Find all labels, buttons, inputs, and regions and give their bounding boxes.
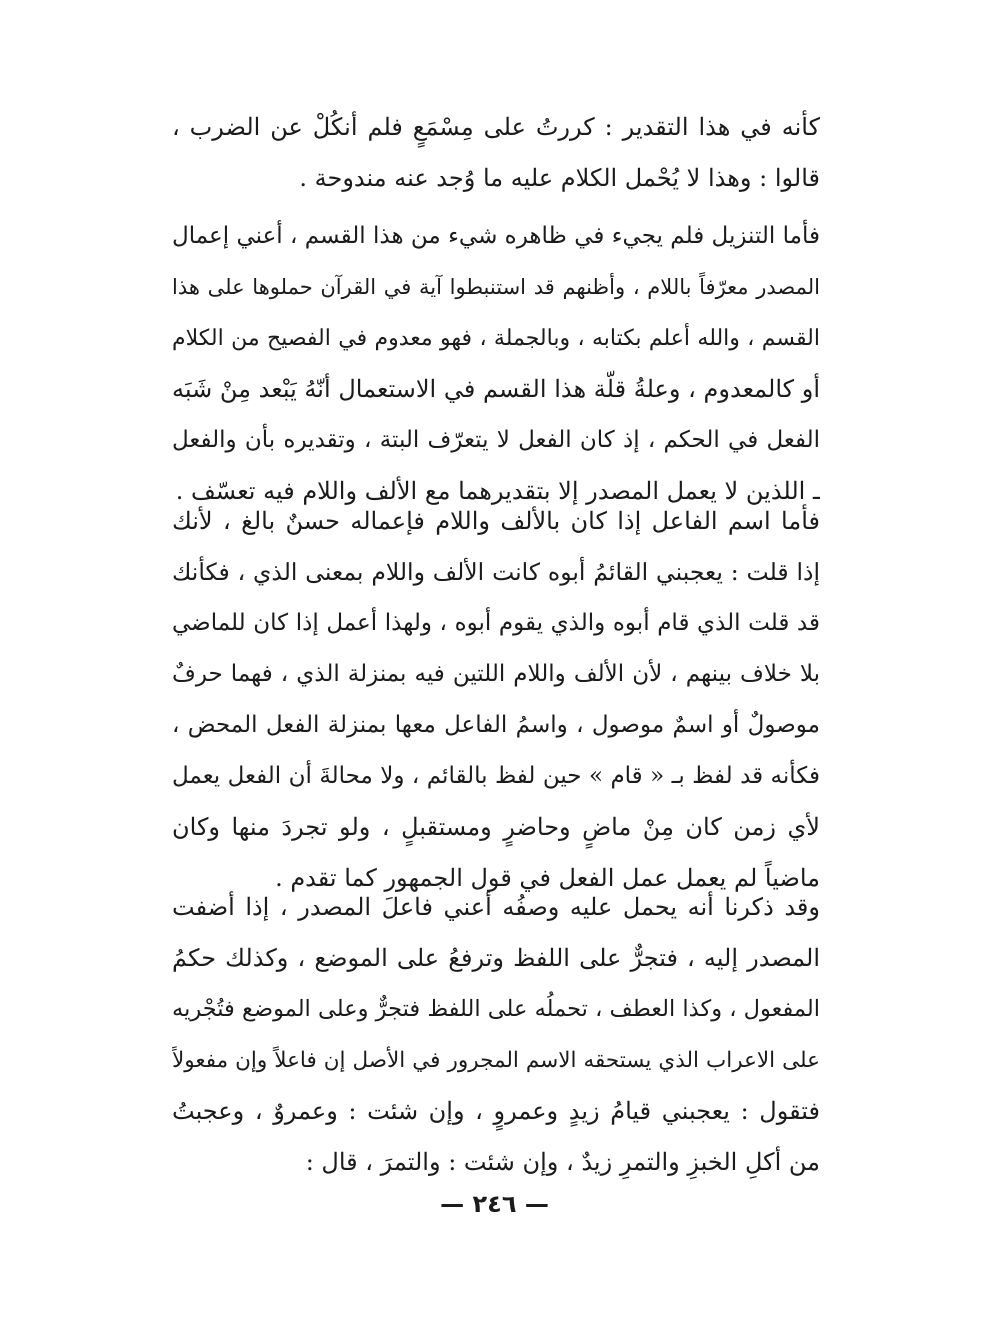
text-line: المصدر معرّفاً باللام ، وأظنهم قد استنبطوا آية في القرآن حملوها على هذا — [172, 275, 820, 299]
text-line: فأما اسم الفاعل إذا كان بالألف واللام فإعماله حسنٌ بالغ ، لأنك — [172, 507, 820, 535]
text-line: القسم ، والله أعلم بكتابه ، وبالجملة ، فهو معدوم في الفصيح من الكلام — [172, 326, 820, 351]
text-line: ماضياً لم يعمل عمل الفعل في قول الجمهور كما تقدم . — [275, 864, 820, 892]
text-line: لأي زمن كان مِنْ ماضٍ وحاضرٍ ومستقبلٍ ، ولو تجردَ منها وكان — [172, 813, 820, 841]
paragraph-3 — [172, 496, 820, 904]
page-number: — ٢٤٦ — — [440, 1190, 549, 1218]
text-line: فأما التنزيل فلم يجيء في ظاهره شيء من هذا القسم ، أعني إعمال — [172, 223, 820, 249]
text-line: فتقول : يعجبني قيامُ زيدٍ وعمروٍ ، وإن شئت : وعمروٌ ، وعجبتُ — [172, 1097, 820, 1125]
text-line: فكأنه قد لفظ بـ « قام » حين لفظ بالقائم ، ولا محالةَ أن الفعل يعمل — [172, 763, 820, 789]
text-line: كأنه في هذا التقدير : كررتُ على مِسْمَعٍ فلم أنكُلْ عن الضرب ، — [172, 113, 820, 141]
text-line: بلا خلاف بينهم ، لأن الألف واللام اللتين فيه بمنزلة الذي ، فهما حرفٌ — [172, 661, 820, 687]
text-line: الفعل في الحكم ، إذ كان الفعل لا يتعرّف البتة ، وتقديره بأن والفعل — [172, 427, 820, 453]
text-line: قد قلت الذي قام أبوه والذي يقوم أبوه ، ولهذا أعمل إذا كان للماضي — [172, 610, 820, 636]
paragraph-1 — [172, 102, 820, 204]
text-line: إذا قلت : يعجبني القائمُ أبوه كانت الألف واللام بمعنى الذي ، فكأنك — [172, 558, 820, 586]
text-line: موصولٌ أو اسمٌ موصول ، واسمُ الفاعل معها بمنزلة الفعل المحض ، — [172, 712, 820, 738]
text-line: قالوا : وهذا لا يُحْمل الكلام عليه ما وُجد عنه مندوحة . — [299, 164, 820, 192]
text-line: المفعول ، وكذا العطف ، تحملُه على اللفظ فتجرٌّ وعلى الموضع فتُجْريه — [172, 996, 820, 1022]
text-line: وقد ذكرنا أنه يحمل عليه وصفُه أعني فاعلَ المصدر ، إذا أضفت — [172, 893, 820, 921]
text-line: على الاعراب الذي يستحقه الاسم المجرور في الأصل إن فاعلاً وإن مفعولاً — [172, 1048, 820, 1073]
text-line: ـ اللذين لا يعمل المصدر إلا بتقديرهما مع الألف واللام فيه تعسّف . — [175, 477, 820, 505]
paragraph-2 — [172, 211, 820, 517]
text-line: أو كالمعدوم ، وعلةُ قلّة هذا القسم في الاستعمال أنّهُ يَبْعد مِنْ شَبَه — [172, 375, 820, 403]
text-line: المصدر إليه ، فتجرٌّ على اللفظ وترفعُ على الموضع ، وكذلك حكمُ — [172, 944, 820, 972]
text-line: من أكلِ الخبزِ والتمرِ زيدٌ ، وإن شئت : والتمرَ ، قال : — [305, 1148, 820, 1176]
paragraph-4 — [172, 882, 820, 1188]
